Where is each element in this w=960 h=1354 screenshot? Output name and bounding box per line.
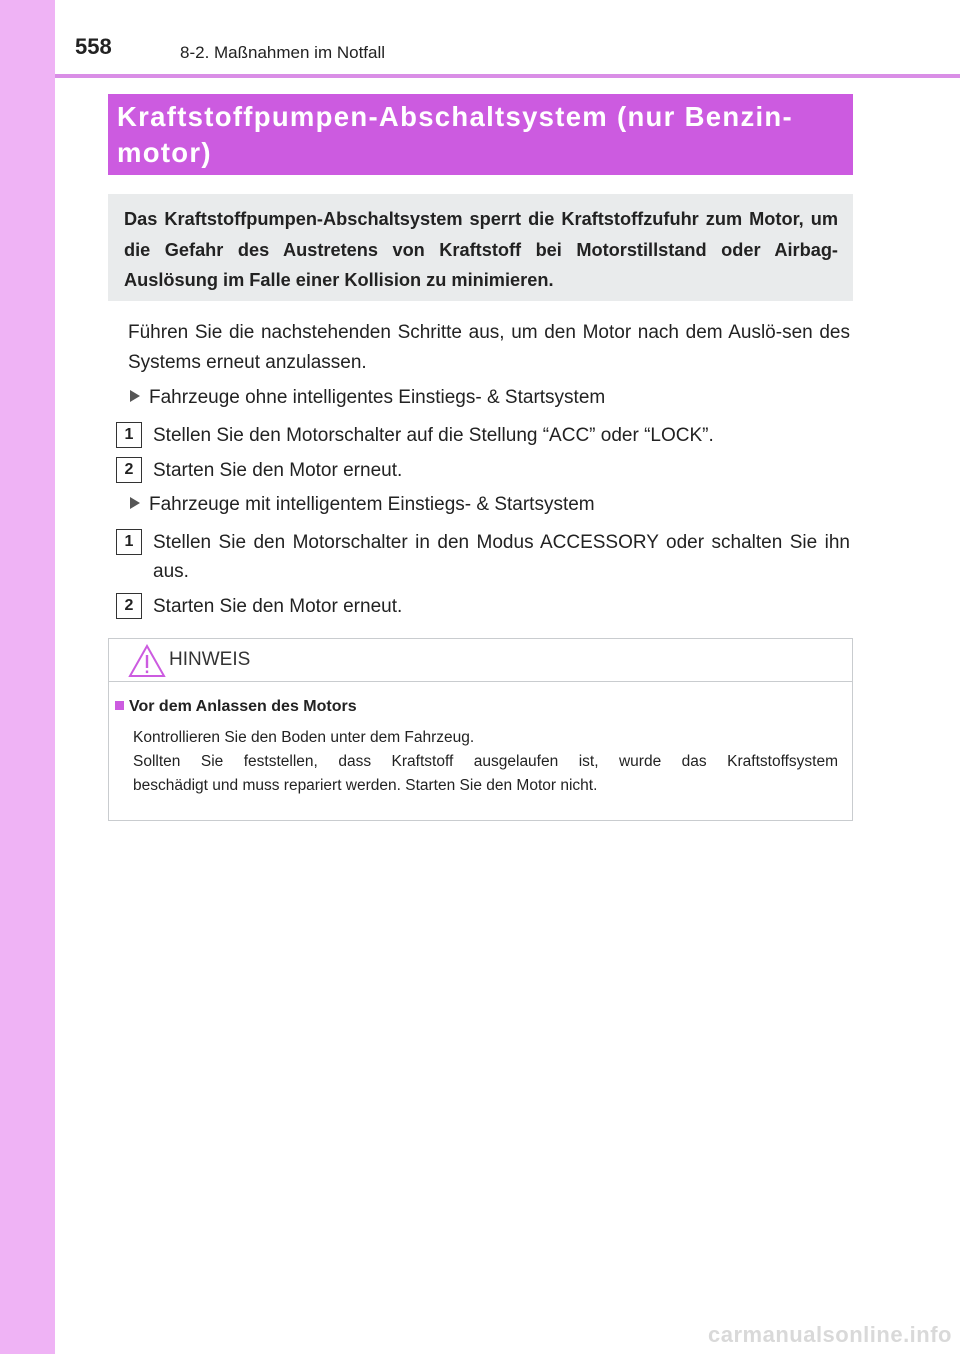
section-title-line-1: Kraftstoffpumpen-Abschaltsystem (nur Benzin-: [117, 101, 793, 132]
notice-line-1: Kontrollieren Sie den Boden unter dem Fahrzeug.: [133, 729, 475, 746]
notice-subheading: Vor dem Anlassen des Motors: [115, 698, 357, 716]
step-text: Stellen Sie den Motorschalter auf die Stellung “ACC” oder “LOCK”.: [153, 425, 714, 446]
notice-title: HINWEIS: [169, 649, 251, 670]
variant-heading-with-smart-key: Fahrzeuge mit intelligentem Einstiegs- & Startsystem: [130, 494, 595, 516]
section-title-banner: [108, 94, 853, 175]
notice-body: [133, 726, 838, 798]
step-number-badge: 1: [116, 422, 142, 448]
square-bullet-icon: [115, 701, 124, 710]
notice-box: [108, 638, 853, 821]
section-title: [117, 99, 853, 171]
step-number-badge: 2: [116, 593, 142, 619]
notice-header: [109, 639, 852, 682]
step-text: Starten Sie den Motor erneut.: [153, 460, 403, 481]
variant-heading-without-smart-key: Fahrzeuge ohne intelligentes Einstiegs- & Startsystem: [130, 387, 605, 409]
section-title-line-2: motor): [117, 137, 212, 168]
triangle-bullet-icon: [130, 390, 140, 402]
side-color-strip: [0, 0, 55, 1354]
watermark: carmanualsonline.info: [708, 1322, 952, 1347]
page-number: 558: [75, 34, 112, 59]
notice-line-2: Sollten Sie feststellen, dass Kraftstoff ausgelaufen ist, wurde das Kraftstoffsystem: [133, 753, 838, 770]
triangle-bullet-icon: [130, 497, 140, 509]
step-text: Starten Sie den Motor erneut.: [153, 596, 403, 617]
step-number-badge: 1: [116, 529, 142, 555]
header-rule: [55, 74, 960, 78]
step-text: Stellen Sie den Motorschalter in den Modus ACCESSORY oder schalten Sie ihn aus.: [153, 532, 850, 582]
step-number-badge: 2: [116, 457, 142, 483]
chapter-title: 8-2. Maßnahmen im Notfall: [180, 43, 386, 62]
intro-text: Das Kraftstoffpumpen-Abschaltsystem sperrt die Kraftstoffzufuhr zum Motor, um die Gefahr des Austretens von Kraftstoff bei Motorstillstand oder Airbag-Auslösung im Falle einer Kollision zu minimieren.: [124, 209, 838, 290]
warning-triangle-icon: [128, 644, 166, 678]
intro-summary-box: [108, 194, 853, 301]
notice-line-3: beschädigt und muss repariert werden. Starten Sie den Motor nicht.: [133, 777, 598, 794]
body-paragraph: Führen Sie die nachstehenden Schritte aus, um den Motor nach dem Auslö-sen des Systems erneut anzulassen.: [128, 322, 850, 373]
